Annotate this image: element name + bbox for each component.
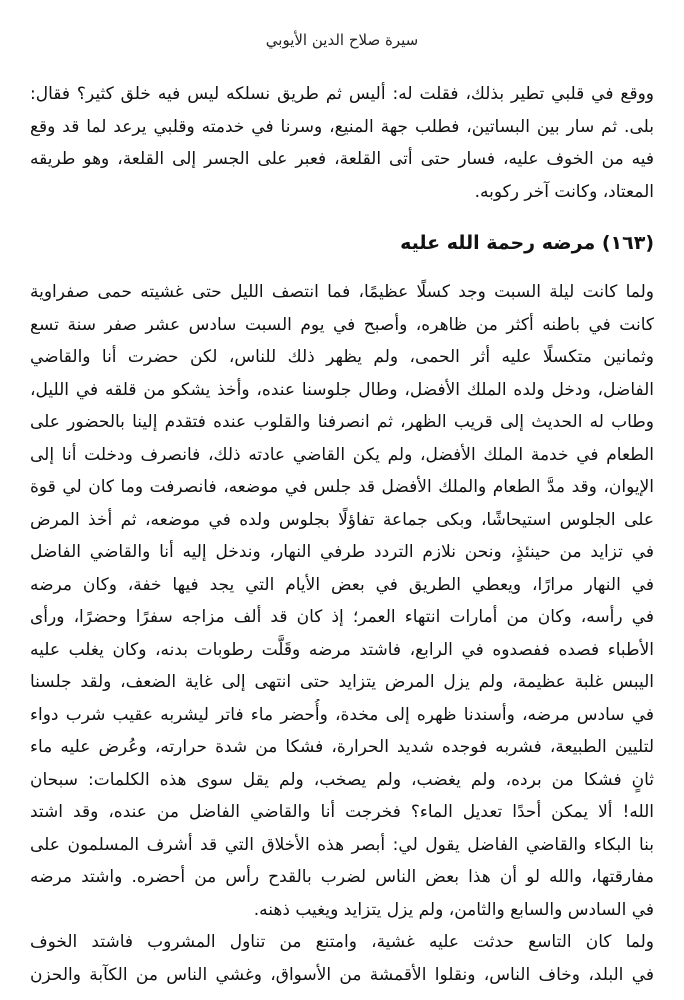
text-line: الله! ألا يمكن أحدًا تعديل الماء؟ فخرجت أنا والقاضي الفاضل من عنده، وقد اشتد bbox=[30, 802, 654, 822]
text-line: الإيوان، وقد مدَّ الطعام والملك الأفضل قد جلس في موضعه، فانصرفت وما كان لي قوة bbox=[30, 477, 654, 497]
text-line: ولما كانت ليلة السبت وجد كسلًا عظيمًا، فما انتصف الليل حتى غشيته حمى صفراوية bbox=[30, 282, 654, 302]
paragraph-3 bbox=[30, 926, 654, 991]
paragraph-1 bbox=[30, 78, 654, 208]
text-line: في رأسه، وكان من أمارات انتهاء العمر؛ إذ كان قد ألف مزاجه سفرًا وحضرًا، ورأى bbox=[30, 607, 654, 627]
text-line: في البلد، وخاف الناس، ونقلوا الأقمشة من الأسواق، وغشي الناس من الكآبة والحزن bbox=[30, 964, 654, 985]
text-line: اليبس غلبة عظيمة، ولم يزل المرض يتزايد حتى انتهى إلى غاية الضعف، ولقد جلسنا bbox=[30, 672, 654, 692]
text-line: الطعام في خدمة الملك الأفضل، ولم يكن القاضي عادته ذلك، فانصرف ودخلت أنا إلى bbox=[30, 444, 654, 465]
text-line: الفاضل، ودخل ولده الملك الأفضل، وطال جلوسنا عنده، وأخذ يشكو من قلقه في الليل، bbox=[30, 379, 654, 400]
paragraph-2 bbox=[30, 276, 654, 926]
text-line: في تزايد من حينئذٍ، ونحن نلازم التردد طرفي النهار، وندخل إليه أنا والقاضي الفاضل bbox=[30, 542, 654, 562]
text-line: وثمانين متكسلًا عليه أثر الحمى، ولم يظهر ذلك للناس، لكن حضرت أنا والقاضي bbox=[30, 347, 654, 367]
text-line: لتليين الطبيعة، فشربه فوجده شديد الحرارة، فشكا من شدة حرارته، وعُرض عليه ماء bbox=[30, 737, 654, 757]
text-line: في السادس والسابع والثامن، ولم يزل يتزايد ويغيب ذهنه. bbox=[253, 899, 654, 920]
text-line: في سادس مرضه، وأسندنا ظهره إلى مخدة، وأُحضر ماء فاتر ليشربه عقيب شرب دواء bbox=[30, 704, 654, 725]
text-line: ووقع في قلبي تطير بذلك، فقلت له: أليس ثم طريق نسلكه ليس فيه خلق كثير؟ فقال: bbox=[30, 84, 654, 104]
text-line: بنا البكاء والقاضي الفاضل يقول لي: أبصر هذه الأخلاق التي قد أشرف المسلمون على bbox=[30, 834, 654, 855]
running-header: سيرة صلاح الدين الأيوبي bbox=[265, 31, 419, 49]
text-line: وطاب له الحديث إلى قريب الظهر، ثم انصرفنا والقلوب عنده فتقدم إلينا بالحضور على bbox=[30, 412, 654, 432]
section-heading: (١٦٣) مرضه رحمة الله عليه bbox=[400, 232, 654, 254]
text-line: ثانٍ فشكا من برده، ولم يغضب، ولم يصخب، ولم يقل سوى هذه الكلمات: سبحان bbox=[30, 769, 654, 790]
text-line: في النهار مرارًا، ويعطي الطريق في بعض الأيام التي يجد فيها خفة، وكان مرضه bbox=[30, 574, 654, 595]
text-line: المعتاد، وكانت آخر ركوبه. bbox=[474, 181, 654, 202]
text-line: على الجلوس استيحاشًا، وبكى جماعة تفاؤلًا بجلوس ولده في موضعه، ثم أخذ المرض bbox=[30, 509, 654, 530]
text-line: بلى. ثم سار بين البساتين، فطلب جهة المنيع، وسرنا في خدمته وقلبي يرعد لما قد وقع bbox=[30, 116, 654, 137]
text-line: فيه من الخوف عليه، فسار حتى أتى القلعة، فعبر على الجسر إلى القلعة، وهو طريقه bbox=[30, 149, 654, 169]
text-line: كانت في باطنه أكثر من ظاهره، وأصبح في يوم السبت سادس عشر صفر سنة تسع bbox=[30, 314, 654, 335]
text-line: الأطباء فصده ففصدوه في الرابع، فاشتد مرضه وقَلَّت رطوبات بدنه، وكان يغلب عليه bbox=[30, 639, 654, 660]
text-line: ولما كان التاسع حدثت عليه غشية، وامتنع من تناول المشروب فاشتد الخوف bbox=[30, 932, 654, 952]
text-line: مفارقتها، والله لو أن هذا بعض الناس لضرب بالقدح رأس من أحضره. واشتد مرضه bbox=[30, 867, 654, 887]
